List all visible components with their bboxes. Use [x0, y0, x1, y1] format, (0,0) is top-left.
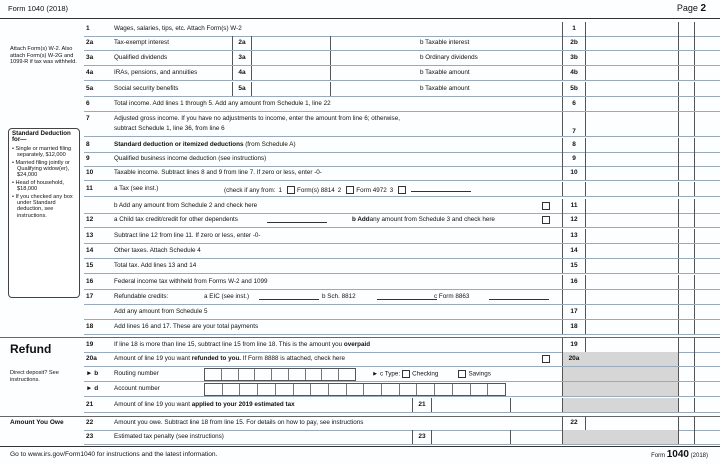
- line-description: [114, 169, 322, 176]
- form-line: [84, 36, 720, 51]
- line-text: Amount you owe.: [114, 419, 163, 426]
- line-text: Other taxes. Attach Schedule 4: [114, 247, 201, 254]
- line-number: 15: [86, 262, 94, 269]
- line-code-box: 11: [562, 199, 586, 213]
- cents-field[interactable]: [678, 244, 695, 258]
- form-line: [84, 398, 720, 413]
- amount-field[interactable]: [584, 367, 679, 381]
- form-line: [84, 112, 720, 137]
- inline-line-box: 21: [412, 398, 432, 412]
- form-line: [84, 51, 720, 66]
- line-number: 1: [86, 25, 90, 32]
- digit-cell: [223, 384, 241, 395]
- inline-amount-field[interactable]: [250, 82, 331, 96]
- line-description: [114, 401, 295, 408]
- credit-field[interactable]: [377, 293, 437, 300]
- cents-field[interactable]: [678, 352, 695, 366]
- form-line: [84, 66, 720, 81]
- line-number: 4a: [86, 69, 94, 76]
- line-description: [114, 370, 159, 377]
- amount-field[interactable]: [584, 82, 679, 96]
- line11-field[interactable]: [411, 185, 471, 192]
- amount-field[interactable]: [584, 229, 679, 243]
- refund-title: Refund: [10, 342, 52, 356]
- footer-form: Form 1040 (2018): [651, 449, 708, 460]
- digit-cell: [400, 384, 418, 395]
- line-description: [114, 232, 261, 239]
- line-text: a Tax (see inst.): [114, 185, 159, 192]
- line-text: IRAs, pensions, and annuities: [114, 69, 198, 76]
- line-number: 18: [86, 323, 94, 330]
- digit-cell: [258, 384, 276, 395]
- amount-field[interactable]: [584, 275, 679, 289]
- line11-checks: [224, 185, 474, 194]
- line-number: 5a: [86, 85, 94, 92]
- line-code-box: 17: [562, 305, 586, 319]
- amount-field[interactable]: [584, 112, 679, 136]
- line-number: 12: [86, 216, 94, 223]
- line-code-box: 22: [562, 416, 586, 430]
- cents-field[interactable]: [678, 138, 695, 152]
- form-checkbox[interactable]: [398, 186, 406, 194]
- digit-cell: [276, 384, 294, 395]
- line-description: [114, 355, 345, 362]
- line-description: [114, 54, 167, 61]
- line-text: Amount of line 19 you want: [114, 401, 192, 408]
- line-description: [114, 278, 268, 285]
- line-text: Federal income tax withheld from Forms W-2 and 1099: [114, 278, 268, 285]
- line-code-box: 13: [562, 229, 586, 243]
- amount-field[interactable]: [584, 305, 679, 319]
- line-number: 20a: [86, 355, 97, 362]
- line-code-box: 6: [562, 97, 586, 111]
- form-line: [84, 259, 720, 274]
- page-header: [0, 0, 720, 19]
- standard-deduction-title: Standard Deduction for—: [12, 130, 71, 144]
- cents-field[interactable]: [678, 51, 695, 65]
- amount-field[interactable]: [584, 416, 679, 430]
- form-line: [84, 82, 720, 97]
- cents-field[interactable]: [678, 112, 695, 136]
- line-code-box: 8: [562, 138, 586, 152]
- credit-label: a EIC (see inst.): [204, 293, 250, 300]
- cents-field[interactable]: [678, 430, 695, 444]
- line-number: 16: [86, 278, 94, 285]
- digit-cell: [364, 384, 382, 395]
- page-number: Page 2: [676, 3, 706, 14]
- line-text: Routing number: [114, 370, 159, 377]
- line-code-box: 16: [562, 275, 586, 289]
- amount-field[interactable]: [584, 213, 679, 227]
- form-line: [84, 199, 720, 214]
- form-line: [84, 416, 720, 431]
- sd-item: • Married filing jointly or Qualifying widow(er), $24,000: [12, 159, 70, 179]
- sd-item: • Head of household, $18,000: [12, 179, 65, 193]
- digit-cell: [272, 369, 289, 380]
- line-description: [114, 293, 168, 300]
- line-number: 23: [86, 433, 94, 440]
- line-code-box: 20a: [562, 352, 586, 366]
- cents-field[interactable]: [678, 66, 695, 80]
- line-code-box: 2b: [562, 36, 586, 50]
- inline-line-box: 5a: [232, 82, 252, 96]
- line-description: [114, 202, 257, 209]
- digit-cell: [306, 369, 323, 380]
- digit-cell: [417, 384, 435, 395]
- amount-field[interactable]: [584, 382, 679, 396]
- line12b-label: [352, 216, 495, 223]
- line-number: 7: [86, 115, 90, 122]
- form-line: [84, 382, 720, 397]
- form-line: [84, 305, 720, 320]
- line-description: [114, 141, 296, 148]
- line-code-box: [562, 290, 586, 304]
- line-text: Total tax. Add lines 13 and 14: [114, 262, 197, 269]
- line-code-box: 4b: [562, 66, 586, 80]
- line-code-box: [562, 182, 586, 196]
- inline-amount-field[interactable]: [430, 430, 511, 444]
- cents-field[interactable]: [678, 229, 695, 243]
- line-description: [114, 247, 201, 254]
- type-label: ► c Type:: [372, 370, 401, 378]
- line-number: 11: [86, 185, 93, 192]
- cents-field[interactable]: [678, 338, 695, 352]
- digit-cell: [339, 369, 355, 380]
- digit-cell: [382, 384, 400, 395]
- line-number: 9: [86, 155, 90, 162]
- cents-field[interactable]: [678, 199, 695, 213]
- line-text-tail: Subtract line 18 from line 15. For details on how to pay, see instructions: [162, 419, 364, 426]
- line-text: Add lines 16 and 17. These are your total payments: [114, 323, 259, 330]
- form-line: [84, 320, 720, 335]
- savings-label: Savings: [468, 370, 491, 378]
- line-number: 3a: [86, 54, 94, 61]
- digit-cell: [222, 369, 239, 380]
- line-text: Tax-exempt interest: [114, 39, 169, 46]
- amount-field[interactable]: [584, 66, 679, 80]
- digit-cell: [311, 384, 329, 395]
- credit-field[interactable]: [489, 293, 549, 300]
- line-code-box: [562, 367, 586, 381]
- cents-field[interactable]: [678, 416, 695, 430]
- line-number: 10: [86, 169, 94, 176]
- form-line: [84, 352, 720, 367]
- line-description: [114, 155, 266, 162]
- inline-line-box: 2a: [232, 36, 252, 50]
- line-number: 19: [86, 341, 94, 348]
- line-text-tail: (from Schedule A): [243, 141, 296, 148]
- cents-field[interactable]: [678, 398, 695, 412]
- line-text: Qualified business income deduction (see instructions): [114, 155, 267, 162]
- line-number: 6: [86, 100, 90, 107]
- line-text: Total income. Add lines 1 through 5. Add any amount from Schedule 1, line 22: [114, 100, 331, 107]
- form-line: [84, 166, 720, 181]
- amount-field[interactable]: [584, 430, 679, 444]
- taxable-label: b Taxable interest: [420, 39, 470, 46]
- form-line: [84, 290, 720, 305]
- line-number: 21: [86, 401, 94, 408]
- amount-you-owe-title: Amount You Owe: [10, 419, 64, 426]
- line-text-bold: overpaid: [343, 341, 371, 348]
- form-line: [84, 229, 720, 244]
- amount-field[interactable]: [584, 398, 679, 412]
- line12a-field[interactable]: [267, 216, 327, 223]
- cents-field[interactable]: [678, 259, 695, 273]
- line11-label: Form(s) 8814: [296, 187, 335, 194]
- footer-url: Go to www.irs.gov/Form1040 for instructions and the latest information.: [10, 451, 218, 458]
- line-text-tail: If Form 8888 is attached, check here: [241, 355, 345, 362]
- line-description: [114, 39, 169, 46]
- cents-field[interactable]: [678, 166, 695, 180]
- digit-cell: [488, 384, 505, 395]
- digit-cell: [329, 384, 347, 395]
- credit-field[interactable]: [259, 293, 319, 300]
- line-description: [114, 419, 363, 426]
- form-line: [84, 152, 720, 167]
- digit-cell: [471, 384, 489, 395]
- line-description: [114, 25, 242, 32]
- digit-cell: [289, 369, 306, 380]
- line-text: If line 18 is more than line 15, subtract line 15 from line 18. This is the amount you: [114, 341, 344, 348]
- digit-cell: [205, 384, 223, 395]
- line-text: Social security benefits: [114, 85, 179, 92]
- line-description: [114, 100, 331, 107]
- form-line: [84, 182, 720, 197]
- line-number: 17: [86, 293, 94, 300]
- line-text: Estimated tax penalty (see instructions): [114, 433, 224, 440]
- line-number: ► d: [86, 385, 99, 392]
- inline-line-box: 3a: [232, 51, 252, 65]
- attach-note: Attach Form(s) W-2. Also attach Form(s) W-2G and 1099-R if tax was withheld.: [10, 46, 77, 66]
- sd-item: • Single or married filing separately, $12,000: [12, 145, 72, 159]
- line-code-box: 18: [562, 320, 586, 334]
- checking-label: Checking: [412, 370, 439, 378]
- digit-cell: [240, 384, 258, 395]
- direct-deposit-note: Direct deposit? See instructions.: [10, 370, 59, 383]
- schedule3-checkbox[interactable]: [542, 216, 550, 224]
- amount-field[interactable]: [584, 338, 679, 352]
- line-description: [114, 308, 207, 315]
- line-text: Taxable income. Subtract lines 8 and 9 from line 7. If zero or less, enter -0-: [114, 169, 322, 176]
- line11-label: 3: [389, 187, 394, 194]
- form-line: [84, 275, 720, 290]
- cents-field[interactable]: [678, 97, 695, 111]
- credit-label: c Form 8863: [434, 293, 470, 300]
- line-text: Refundable credits:: [114, 293, 169, 300]
- form-line: [84, 430, 720, 445]
- line-code-box: 10: [562, 166, 586, 180]
- amount-field[interactable]: [584, 22, 679, 36]
- digit-cell: [347, 384, 365, 395]
- taxable-label: b Ordinary dividends: [420, 54, 478, 61]
- line-text: Standard deduction or itemized deductions: [114, 141, 244, 148]
- amount-field[interactable]: [584, 166, 679, 180]
- savings-checkbox[interactable]: [458, 370, 466, 378]
- line11-label: (check if any from:: [224, 187, 276, 194]
- digit-cell: [239, 369, 256, 380]
- line-code-box: 14: [562, 244, 586, 258]
- line-description: [114, 433, 224, 440]
- cents-field[interactable]: [678, 213, 695, 227]
- line-code-box: 15: [562, 259, 586, 273]
- schedule2-checkbox[interactable]: [542, 202, 550, 210]
- line-number: 13: [86, 232, 94, 239]
- amount-field[interactable]: [584, 36, 679, 50]
- line-description: [114, 341, 370, 348]
- line-description: [114, 185, 158, 192]
- line-text: a Child tax credit/credit for other dependents: [114, 216, 238, 223]
- line11-label: Form 4972: [356, 187, 387, 194]
- checking-checkbox[interactable]: [402, 370, 410, 378]
- line-code-box: 12: [562, 213, 586, 227]
- line-code-box: 7: [562, 112, 586, 136]
- amount-field[interactable]: [584, 51, 679, 65]
- line-text-bold: refunded to you.: [191, 355, 242, 362]
- digit-cell: [322, 369, 339, 380]
- line11-label: 1: [278, 187, 282, 194]
- form-line: [84, 338, 720, 353]
- line12b-tail: any amount from Schedule 3 and check here: [369, 216, 495, 223]
- cents-field[interactable]: [678, 36, 695, 50]
- line-text: Adjusted gross income. If you have no adjustments to income, enter the amount from line 6; otherwise,: [114, 115, 400, 122]
- amount-field[interactable]: [584, 320, 679, 334]
- form-line: [84, 97, 720, 112]
- cents-field[interactable]: [678, 382, 695, 396]
- line-description: [114, 216, 238, 223]
- form-checkbox[interactable]: [287, 186, 295, 194]
- amount-field[interactable]: [584, 152, 679, 166]
- routing-number-field[interactable]: [204, 368, 356, 381]
- sd-item: • If you checked any box under Standard deduction, see instructions.: [12, 193, 73, 219]
- line-code-box: 19: [562, 338, 586, 352]
- line-description: [114, 115, 400, 122]
- line-text: Add any amount from Schedule 5: [114, 308, 208, 315]
- line-text: b Add any amount from Schedule 2 and check here: [114, 202, 258, 209]
- digit-cell: [205, 369, 222, 380]
- cents-field[interactable]: [678, 320, 695, 334]
- line-code-box: 5b: [562, 82, 586, 96]
- amount-field[interactable]: [584, 259, 679, 273]
- inline-amount-field[interactable]: [250, 66, 331, 80]
- form-line: [84, 22, 720, 37]
- line-number: 22: [86, 419, 94, 426]
- account-number-field[interactable]: [204, 383, 506, 396]
- form-line: [84, 213, 720, 228]
- credit-label: b Sch. 8812: [322, 293, 356, 300]
- page-footer: [0, 446, 720, 466]
- line-code-box: [562, 430, 586, 444]
- line-code-box: 3b: [562, 51, 586, 65]
- form-title: Form 1040 (2018): [8, 4, 69, 13]
- form-line: [84, 367, 720, 382]
- cents-field[interactable]: [678, 152, 695, 166]
- line-code-box: 1: [562, 22, 586, 36]
- line-text: Subtract line 12 from line 11. If zero or less, enter -0-: [114, 232, 261, 239]
- cents-field[interactable]: [678, 22, 695, 36]
- line-description: [114, 385, 160, 392]
- inline-amount-field[interactable]: [250, 36, 331, 50]
- inline-amount-field[interactable]: [250, 51, 331, 65]
- digit-cell: [435, 384, 453, 395]
- line-code-box: 9: [562, 152, 586, 166]
- inline-line-box: 23: [412, 430, 432, 444]
- line-number: 14: [86, 247, 94, 254]
- inline-line-box: 4a: [232, 66, 252, 80]
- line-description: [114, 323, 258, 330]
- line-code-box: [562, 382, 586, 396]
- line-text: Account number: [114, 385, 160, 392]
- standard-deduction-box: [8, 128, 80, 298]
- digit-cell: [255, 369, 272, 380]
- account-type-label: [372, 370, 491, 378]
- cents-field[interactable]: [678, 305, 695, 319]
- taxable-label: b Taxable amount: [420, 69, 470, 76]
- digit-cell: [294, 384, 312, 395]
- form8888-checkbox[interactable]: [542, 355, 550, 363]
- line-number: ► b: [86, 370, 99, 377]
- line12b-bold: b Add: [352, 216, 370, 223]
- line-text: Wages, salaries, tips, etc. Attach Form(s) W-2: [114, 25, 242, 32]
- amount-field[interactable]: [584, 352, 679, 366]
- line-description: [114, 69, 197, 76]
- amount-field[interactable]: [584, 97, 679, 111]
- line-text: Amount of line 19 you want: [114, 355, 192, 362]
- line11-label: 2: [337, 187, 342, 194]
- cents-field[interactable]: [678, 182, 695, 196]
- form-line: [84, 138, 720, 153]
- inline-amount-field[interactable]: [430, 398, 511, 412]
- line-number: 2a: [86, 39, 94, 46]
- line-number: 8: [86, 141, 90, 148]
- line-text-2: subtract Schedule 1, line 36, from line 6: [114, 125, 225, 132]
- cents-field[interactable]: [678, 290, 695, 304]
- line-text-bold: applied to your 2019 estimated tax: [191, 401, 295, 408]
- cents-field[interactable]: [678, 367, 695, 381]
- taxable-label: b Taxable amount: [420, 85, 470, 92]
- line-text: Qualified dividends: [114, 54, 168, 61]
- cents-field[interactable]: [678, 275, 695, 289]
- form-line: [84, 244, 720, 259]
- amount-field[interactable]: [584, 290, 679, 304]
- amount-field[interactable]: [584, 138, 679, 152]
- line-description: [114, 85, 178, 92]
- line-code-box: [562, 398, 586, 412]
- amount-field[interactable]: [584, 244, 679, 258]
- amount-field[interactable]: [584, 199, 679, 213]
- line-description: [114, 262, 196, 269]
- digit-cell: [453, 384, 471, 395]
- form-checkbox[interactable]: [346, 186, 354, 194]
- amount-field[interactable]: [584, 182, 679, 196]
- cents-field[interactable]: [678, 82, 695, 96]
